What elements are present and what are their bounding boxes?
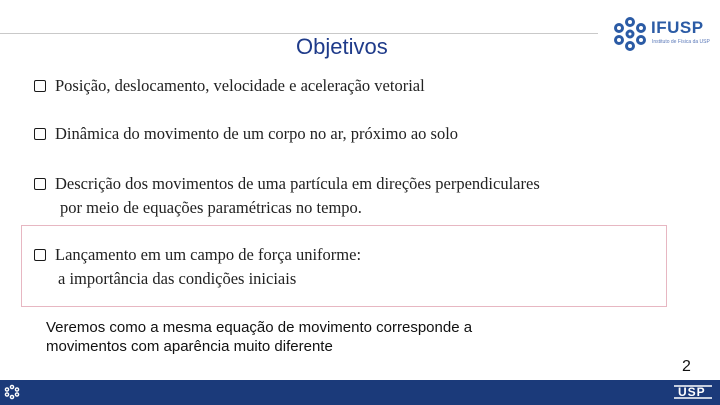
usp-logo-text: USP (678, 385, 706, 399)
bullet-text-cont: por meio de equações paramétricas no tempo. (60, 198, 362, 217)
checkbox-bullet-icon (34, 178, 46, 190)
bullet-text: Descrição dos movimentos de uma partícula em direções perpendiculares (55, 174, 540, 193)
ifusp-flower-small-icon (4, 384, 20, 400)
bullet-text: Posição, deslocamento, velocidade e aceleração vetorial (55, 76, 425, 95)
logo-text: IFUSP (651, 18, 704, 37)
slide-title: Objetivos (296, 34, 388, 59)
page-number: 2 (682, 358, 691, 375)
note-line-1: Veremos como a mesma equação de movimento corresponde a (46, 319, 473, 336)
bullet-text-cont: a importância das condições iniciais (58, 269, 297, 288)
checkbox-bullet-icon (34, 128, 46, 140)
usp-logo (674, 384, 712, 400)
bullet-item-3 (34, 172, 540, 220)
bullet-item-1 (34, 74, 425, 98)
bullet-text: Lançamento em um campo de força uniforme: (55, 245, 362, 264)
ifusp-flower-icon (612, 14, 648, 54)
checkbox-bullet-icon (34, 80, 46, 92)
checkbox-bullet-icon (34, 249, 46, 261)
ifusp-logo (612, 14, 712, 54)
footer-bar (0, 380, 720, 405)
bullet-text: Dinâmica do movimento de um corpo no ar, próximo ao solo (55, 124, 459, 143)
note-line-2: movimentos com aparência muito diferente (46, 338, 333, 355)
bullet-item-4 (34, 243, 361, 291)
logo-subtitle: Instituto de Física da USP (652, 39, 710, 45)
bullet-item-2 (34, 122, 458, 146)
note-text (46, 318, 606, 356)
